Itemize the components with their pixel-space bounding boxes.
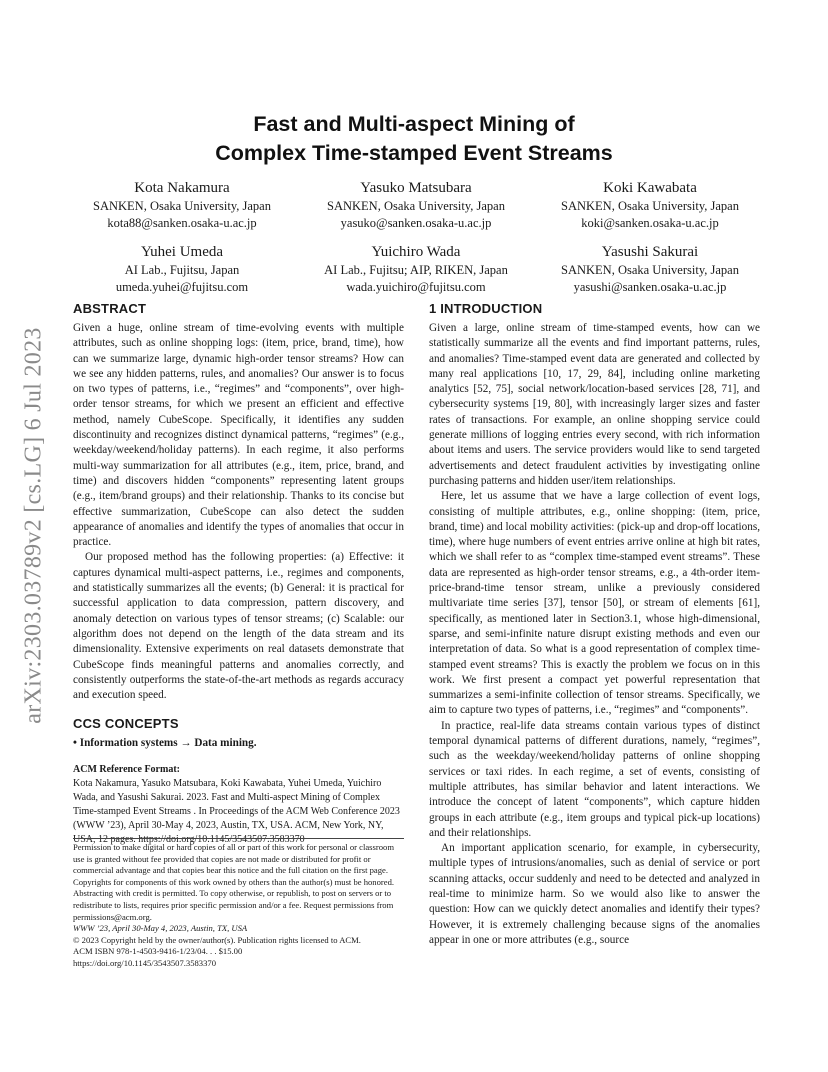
intro-paragraph: Here, let us assume that we have a large collection of event logs, consisting of multiple attributes, e.g., online shopping: (item, price, brand, time) and local mobility activities: (pick-up and drop-off locations, time), where huge numbers of event entries arrive online at high bit rates, which we shall refer to as “complex time-stamped event streams”. These data are represented as high-order tensor streams, e.g., a 4th-order item-price-brand-time tensor stream, unlike a previously considered multivariate time series [37], tensor [50], or stream of elements [61], specifically, as mentioned later in Section3.1, whose high-dimensional, sparse, and semi-infinite nature disrupt existing methods and even our interpretation of data. So what is a good representation of complex time-stamped event streams? This is exactly the problem we focus on in this work. We first present a compact yet powerful representation that summarizes a semi-infinite collection of tensor streams. Specifically, we aim to capture two types of patterns, i.e., “regimes” and “components”. <box>429 490 760 717</box>
intro-paragraph: Given a large, online stream of time-stamped events, how can we statistically summarize all the events and find important patterns, rules, and anomalies? Time-stamped event data are generated and collected by many real applications [10, 17, 29, 84], including online marketing analytics [52, 75], social network/location-based services [28, 71], and cybersecurity systems [19, 80], with increasingly larger sizes and faster rates of transactions. For example, an online shopping service could generate millions of logging entries every second, with rich information about items and users. The service providers would like to send targeted advertisements and detect fraudulent activities by investigating online purchasing patterns and hidden user/item relationships. <box>429 322 760 487</box>
author-card <box>72 242 292 295</box>
author-email: koki@sanken.osaka-u.ac.jp <box>581 215 719 230</box>
ccs-concept-text: • Information systems → Data mining. <box>73 737 257 750</box>
author-name: Yasuko Matsubara <box>360 180 472 196</box>
author-email: yasuko@sanken.osaka-u.ac.jp <box>340 215 492 230</box>
author-affiliation: SANKEN, Osaka University, Japan <box>561 199 739 213</box>
abstract-heading: ABSTRACT <box>73 301 147 316</box>
author-email: umeda.yuhei@fujitsu.com <box>115 279 249 294</box>
permission-text: Permission to make digital or hard copies of all or part of this work for personal or classroom use is granted without fee provided that copies are not made or distributed for profit or commercial advantage and that copies bear this notice and the full citation on the first page. Copyrights for components of this work owned by others than the author(s) must be honored. Abstracting with credit is permitted. To copy otherwise, or republish, to post on servers or to redistribute to lists, requires prior specific permission and/or a fee. Request permissions from permissions@acm.org. <box>73 842 395 922</box>
abstract-paragraph: Given a huge, online stream of time-evolving events with multiple attributes, such as online shopping logs: (item, price, brand, time), how can we summarize large, dynamic high-order tensor streams? How can we see any hidden patterns, rules, and anomalies? Our answer is to focus on two types of patterns, i.e., “regimes” and “components”, over high-order tensor streams, for which we present an efficient and effective method, namely CubeScope. Specifically, it identifies any sudden discontinuity and recognizes distinct dynamical patterns, “regimes” (e.g., weekday/weekend/holiday patterns). In each regime, it also performs multi-way summarization for all attributes (e.g., item, price, brand, and time) and discovers hidden “components” representing latent groups (e.g., item/brand groups) and their relationship. Thanks to its concise but effective summarization, CubeScope can also detect the sudden appearance of anomalies and identify the types of anomalies that occur in practice. <box>73 322 404 549</box>
arxiv-identifier-text: arXiv:2303.03789v2 [cs.LG] 6 Jul 2023 <box>20 326 47 724</box>
permission-footnote <box>73 838 404 970</box>
right-column <box>429 300 760 948</box>
ccs-heading: CCS CONCEPTS <box>73 716 179 732</box>
author-name: Yuichiro Wada <box>371 244 461 260</box>
title-line-2: Complex Time-stamped Event Streams <box>215 141 613 165</box>
author-block <box>72 178 760 306</box>
arxiv-identifier <box>14 300 54 750</box>
abstract-paragraph: Our proposed method has the following properties: (a) Effective: it captures dynamical multi-aspect patterns, i.e., regimes and components, and statistically summarizes all the events; (b) General: it is practical for successful application to data compression, pattern discovery, and anomaly detection on various types of tensor streams; (c) Scalable: our algorithm does not depend on the length of the data stream and its dimensionality. Extensive experiments on real datasets demonstrate that CubeScope finds meaningful patterns and anomalies correctly, and consistently outperforms the state-of-the-art methods as regards accuracy and execution speed. <box>73 551 404 702</box>
acm-reference-text: Kota Nakamura, Yasuko Matsubara, Koki Kawabata, Yuhei Umeda, Yuichiro Wada, and Yasushi Sakurai. 2023. Fast and Multi-aspect Mining of Complex Time-stamped Event Streams . In Proceedings of the ACM Web Conference 2023 (WWW ’23), April 30-May 4, 2023, Austin, TX, USA. ACM, New York, NY, USA, 12 pages. https://doi.org/10.1145/3543507.3583370 <box>73 778 400 846</box>
author-card <box>306 178 526 231</box>
author-affiliation: SANKEN, Osaka University, Japan <box>327 199 505 213</box>
footnote-divider <box>73 838 404 839</box>
ccs-concept-item <box>73 736 404 751</box>
author-email: kota88@sanken.osaka-u.ac.jp <box>107 215 257 230</box>
isbn-line: ACM ISBN 978-1-4503-9416-1/23/04. . . $15.00 <box>73 946 243 957</box>
author-card <box>72 178 292 231</box>
intro-paragraph: In practice, real-life data streams contain various types of distinct temporal dynamical patterns of different durations, namely, “regimes”, such as the weekday/weekend/holiday patterns of online shopping services or taxi rides. In each regime, a set of events, consisting of multiple attributes, has similar behavior and latent interactions. We introduce the concept of latent “components”, which capture hidden groups in each attribute (e.g., item groups and typical pick-up locations) and their relationships. <box>429 719 760 839</box>
author-affiliation: SANKEN, Osaka University, Japan <box>93 199 271 213</box>
author-affiliation: AI Lab., Fujitsu, Japan <box>124 263 240 277</box>
title-line-1: Fast and Multi-aspect Mining of <box>253 112 575 136</box>
author-email: yasushi@sanken.osaka-u.ac.jp <box>573 279 727 294</box>
author-row-1 <box>72 178 760 231</box>
author-email: wada.yuichiro@fujitsu.com <box>346 279 486 294</box>
author-card <box>540 178 760 231</box>
author-name: Yasushi Sakurai <box>601 244 699 260</box>
author-name: Yuhei Umeda <box>140 244 224 260</box>
author-affiliation: SANKEN, Osaka University, Japan <box>561 263 739 277</box>
paper-title <box>0 110 828 168</box>
acm-reference-heading: ACM Reference Format: <box>73 763 180 775</box>
author-card <box>306 242 526 295</box>
left-column <box>73 300 404 847</box>
introduction-heading: 1 INTRODUCTION <box>429 301 543 316</box>
copyright-line: © 2023 Copyright held by the owner/author(s). Publication rights licensed to ACM. <box>73 934 361 945</box>
author-row-2 <box>72 242 760 295</box>
doi-link[interactable]: https://doi.org/10.1145/3543507.3583370 <box>73 957 216 968</box>
intro-paragraph: An important application scenario, for example, in cybersecurity, multiple types of intrusions/anomalies, such as denial of service or port scanning attacks, occur suddenly and need to be detected and analyzed in real-time to minimize harm. So we would also like to answer the question: How can we quickly detect anomalies and identify their types? However, it is extremely challenging because signs of the anomalies appear in one or more attributes (e.g., source <box>429 842 760 946</box>
author-name: Kota Nakamura <box>134 180 230 196</box>
author-card <box>540 242 760 295</box>
author-name: Koki Kawabata <box>603 180 697 196</box>
author-affiliation: AI Lab., Fujitsu; AIP, RIKEN, Japan <box>324 263 508 277</box>
venue-line: WWW ’23, April 30-May 4, 2023, Austin, TX, USA <box>73 923 248 934</box>
